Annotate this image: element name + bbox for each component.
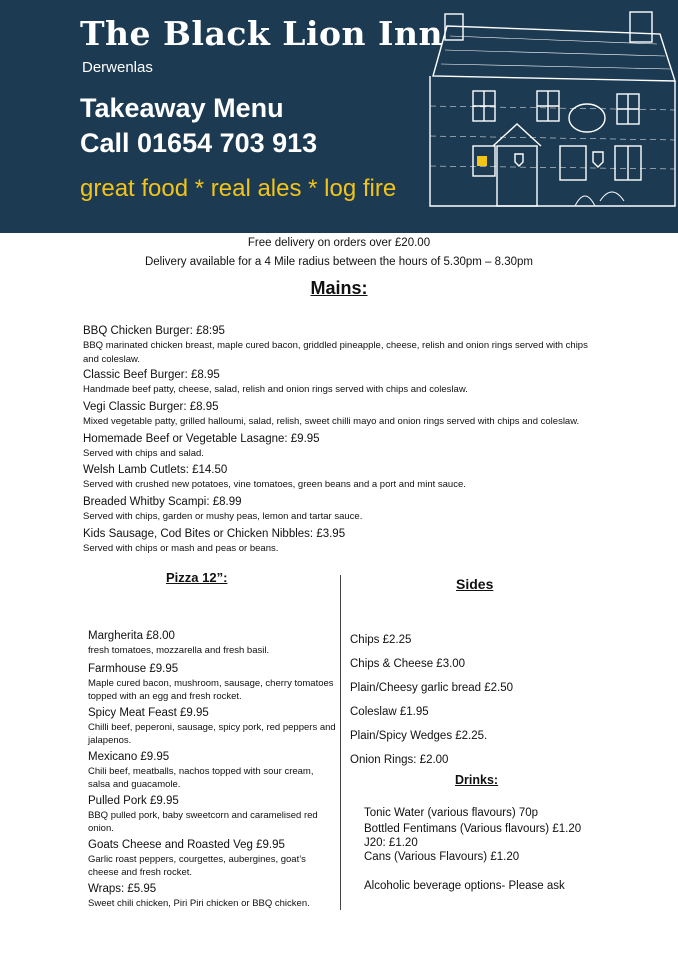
mains-item-title: Breaded Whitby Scampi: £8.99 bbox=[83, 496, 242, 508]
phone-number: Call 01654 703 913 bbox=[80, 128, 318, 158]
mains-item bbox=[83, 432, 603, 461]
pizza-item-title: Farmhouse £9.95 bbox=[88, 663, 179, 675]
drinks-item: Bottled Fentimans (Various flavours) £1.20 bbox=[364, 823, 582, 835]
mains-item bbox=[83, 495, 603, 524]
mains-heading: Mains: bbox=[310, 278, 368, 298]
mains-item-desc: BBQ marinated chicken breast, maple cured bacon, griddled pineapple, cheese, relish and onion rings served with chips and coleslaw. bbox=[83, 340, 588, 365]
mains-item-title: Vegi Classic Burger: £8.95 bbox=[83, 401, 219, 413]
pizza-item bbox=[88, 794, 338, 835]
mains-item-title: Welsh Lamb Cutlets: £14.50 bbox=[83, 464, 228, 476]
pizza-item bbox=[88, 706, 338, 747]
mains-item-desc: Served with chips and salad. bbox=[83, 448, 204, 459]
column-divider bbox=[340, 575, 341, 910]
mains-item-desc: Served with crushed new potatoes, vine tomatoes, green beans and a port and mint sauce. bbox=[83, 479, 466, 490]
pizza-item-title: Mexicano £9.95 bbox=[88, 751, 170, 763]
mains-item-title: BBQ Chicken Burger: £8:95 bbox=[83, 325, 225, 337]
drinks-item: Tonic Water (various flavours) 70p bbox=[364, 807, 539, 819]
inn-name: The Black Lion Inn bbox=[80, 14, 443, 53]
delivery-hours-note: Delivery available for a 4 Mile radius between the hours of 5.30pm – 8.30pm bbox=[144, 256, 534, 268]
drinks-item: J20: £1.20 bbox=[364, 837, 418, 849]
sides-item: Onion Rings: £2.00 bbox=[350, 754, 449, 766]
pizza-item bbox=[88, 838, 338, 879]
inn-building-illustration bbox=[425, 6, 678, 211]
pizza-item-desc: fresh tomatoes, mozzarella and fresh basil. bbox=[88, 645, 270, 656]
mains-item-desc: Served with chips or mash and peas or beans. bbox=[83, 543, 279, 554]
pizza-item bbox=[88, 629, 338, 657]
sides-item: Chips & Cheese £3.00 bbox=[350, 658, 466, 670]
sides-item: Coleslaw £1.95 bbox=[350, 706, 429, 718]
delivery-free-note: Free delivery on orders over £20.00 bbox=[247, 237, 431, 249]
sides-item: Chips £2.25 bbox=[350, 634, 412, 646]
pizza-item-title: Goats Cheese and Roasted Veg £9.95 bbox=[88, 839, 285, 851]
mains-item bbox=[83, 463, 603, 492]
mains-item bbox=[83, 400, 603, 429]
tagline: great food * real ales * log fire bbox=[80, 175, 397, 202]
drinks-item: Cans (Various Flavours) £1.20 bbox=[364, 851, 520, 863]
pizza-item-desc: Garlic roast peppers, courgettes, aubergines, goat’s cheese and fresh rocket. bbox=[88, 854, 306, 878]
pizza-item-desc: Sweet chili chicken, Piri Piri chicken or BBQ chicken. bbox=[88, 898, 310, 909]
mains-item bbox=[83, 527, 603, 556]
pizza-item bbox=[88, 662, 338, 703]
mains-item-desc: Served with chips, garden or mushy peas, lemon and tartar sauce. bbox=[83, 511, 363, 522]
pizza-item-title: Margherita £8.00 bbox=[88, 630, 175, 642]
mains-item bbox=[83, 324, 603, 367]
inn-location: Derwenlas bbox=[82, 59, 153, 76]
pizza-item-desc: Chili beef, meatballs, nachos topped with sour cream, salsa and guacamole. bbox=[88, 766, 314, 790]
pizza-item-desc: Chilli beef, peperoni, sausage, spicy pork, red peppers and jalapenos. bbox=[88, 722, 336, 746]
sides-item: Plain/Cheesy garlic bread £2.50 bbox=[350, 682, 514, 694]
drinks-heading: Drinks: bbox=[455, 773, 499, 787]
mains-item-title: Kids Sausage, Cod Bites or Chicken Nibbles: £3.95 bbox=[83, 528, 346, 540]
pizza-item-title: Pulled Pork £9.95 bbox=[88, 795, 179, 807]
pizza-item-desc: BBQ pulled pork, baby sweetcorn and caramelised red onion. bbox=[88, 810, 318, 834]
pizza-item-desc: Maple cured bacon, mushroom, sausage, cherry tomatoes topped with an egg and fresh rocket. bbox=[88, 678, 334, 702]
drinks-alcohol-note: Alcoholic beverage options- Please ask bbox=[364, 880, 565, 892]
pizza-item-title: Wraps: £5.95 bbox=[88, 883, 157, 895]
mains-item bbox=[83, 368, 603, 397]
header-banner bbox=[0, 0, 678, 233]
pizza-heading: Pizza 12”: bbox=[166, 570, 228, 585]
pizza-item-title: Spicy Meat Feast £9.95 bbox=[88, 707, 209, 719]
sides-item: Plain/Spicy Wedges £2.25. bbox=[350, 730, 488, 742]
menu-title: Takeaway Menu bbox=[80, 93, 284, 123]
mains-item-desc: Mixed vegetable patty, grilled halloumi, salad, relish, sweet chilli mayo and onion rings served with chips and coleslaw. bbox=[83, 416, 580, 427]
mains-item-desc: Handmade beef patty, cheese, salad, relish and onion rings served with chips and coleslaw. bbox=[83, 384, 468, 395]
pizza-item bbox=[88, 750, 338, 791]
mains-item-title: Classic Beef Burger: £8.95 bbox=[83, 369, 220, 381]
pizza-item bbox=[88, 882, 338, 910]
sides-heading: Sides bbox=[456, 576, 494, 592]
mains-item-title: Homemade Beef or Vegetable Lasagne: £9.95 bbox=[83, 433, 320, 445]
